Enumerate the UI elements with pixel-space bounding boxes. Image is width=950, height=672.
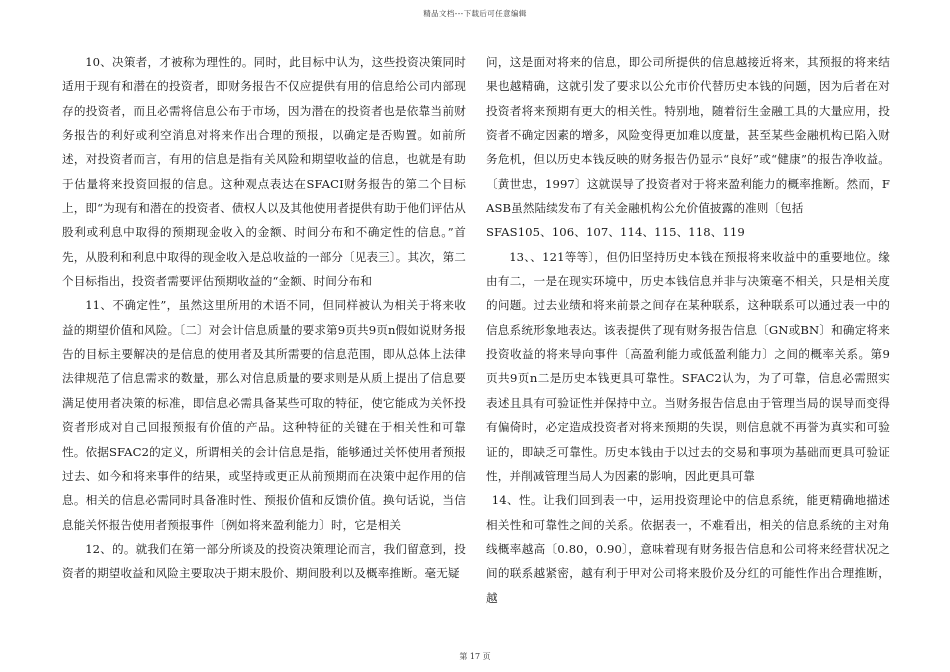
paragraph-12: 12、的。就我们在第一部分所谈及的投资决策理论而言，我们留意到，投资者的期望收益和风险主要取决于期末股价、期间股利以及概率推断。毫无疑 <box>62 541 466 581</box>
right-column <box>486 50 890 610</box>
paragraph-14: 14、性。让我们回到表一中，运用投资理论中的信息系统，能更精确地描述相关性和可靠性之间的关系。依据表一，不难看出，相关的信息系统的主对角线概率越高〔0.80，0.90〕，意味着现有财务报告信息和公司将来经营状况之间的联系越紧密，越有利于甲对公司将来股价及分红的可能性作出合理推断，越 <box>486 493 890 605</box>
page-header: 精品文档---下载后可任意编辑 <box>423 9 527 18</box>
page-number: 第 17 页 <box>459 652 491 661</box>
left-column <box>62 50 466 586</box>
paragraph-10: 10、决策者，才被称为理性的。同时，此目标中认为，这些投资决策同时适用于现有和潜在的投资者，即财务报告不仅应提供有用的信息给公司内部现存的投资者，而且必需将信息公布于市场，因为潜在的投资者也是依靠当前财务报告的利好或利空消息对将来作出合理的预报，以确定是否购置。如前所述，对投资者而言，有用的信息是指有关风险和期望收益的信息，也就是有助于估量将来投资回报的信息。这种观点表达在SFACI财务报告的第二个目标上，即“为现有和潜在的投资者、债权人以及其他使用者提供有助于他们评估从股利或利息中取得的预期现金收入的金额、时间分布和不确定性的信息。”首先，从股利和利息中取得的现金收入是总收益的一部分〔见表三〕。其次，第二个目标指出，投资者需要评估预期收益的“金额、时间分布和 <box>62 55 466 289</box>
sfas-standards-line: SFAS105、106、107、114、115、118、119 <box>486 225 745 240</box>
paragraph-12-continued: 问，这是面对将来的信息，即公司所提供的信息越接近将来，其预报的将来结果也越精确，这就引发了要求以公允市价代替历史本钱的问题，因为后者在对投资者将来预期有更大的相关性。特别地，随着衍生金融工具的大量应用，投资者不确定因素的增多，风险变得更加难以度量，甚至某些金融机构已陷入财务危机，但以历史本钱反映的财务报告仍显示“良好”或“健康”的报告净收益。〔黄世忠，1997〕这就误导了投资者对于将来盈利能力的概率推断。然而，FASB虽然陆续发布了有关金融机构公允价值披露的准则〔包括 <box>486 55 890 216</box>
paragraph-13: 13、、121等等〕，但仍旧坚持历史本钱在预报将来收益中的重要地位。缘由有二，一是在现实环境中，历史本钱信息并非与决策毫不相关，只是相关度的问题。过去业绩和将来前景之间存在某种联系，这种联系可以通过表一中的信息系统形象地表达。该表提供了现有财务报告信息〔GN或BN〕和确定将来投资收益的将来导向事件〔高盈利能力或低盈利能力〕之间的概率关系。第9页共9页n二是历史本钱更具可靠性。SFAC2认为，为了可靠，信息必需照实表述且具有可验证性并保持中立。当财务报告信息由于管理当局的误导而变得有偏倚时，必定造成投资者对将来预期的失误，则信息就不再誉为真实和可验证的，即缺乏可靠性。历史本钱由于以过去的交易和事项为基础而更具可验证性，并削减管理当局人为因素的影响，因此更具可靠 <box>486 249 890 483</box>
paragraph-11: 11、不确定性”，虽然这里所用的术语不同，但同样被认为相关于将来收益的期望价值和风险。〔二〕对会计信息质量的要求第9页共9页n假如说财务报告的目标主要解决的是信息的使用者及其所需要的信息范围，即从总体上法律法律规范了信息需求的数量，那么对信息质量的要求则是从质上提出了信息要满足使用者决策的标准，即信息必需具备某些可取的特征，使它能成为关怀投资者形成对自己回报预报有价值的产品。这种特征的关键在于相关性和可靠性。依据SFAC2的定义，所谓相关的会计信息是指，能够通过关怀使用者预报过去、如今和将来事件的结果，或坚持或更正从前预期而在决策中起作用的信息。相关的信息必需同时具备准时性、预报价值和反馈价值。换句话说，当信息能关怀报告使用者预报事件〔例如将来盈利能力〕时，它是相关 <box>62 298 466 532</box>
